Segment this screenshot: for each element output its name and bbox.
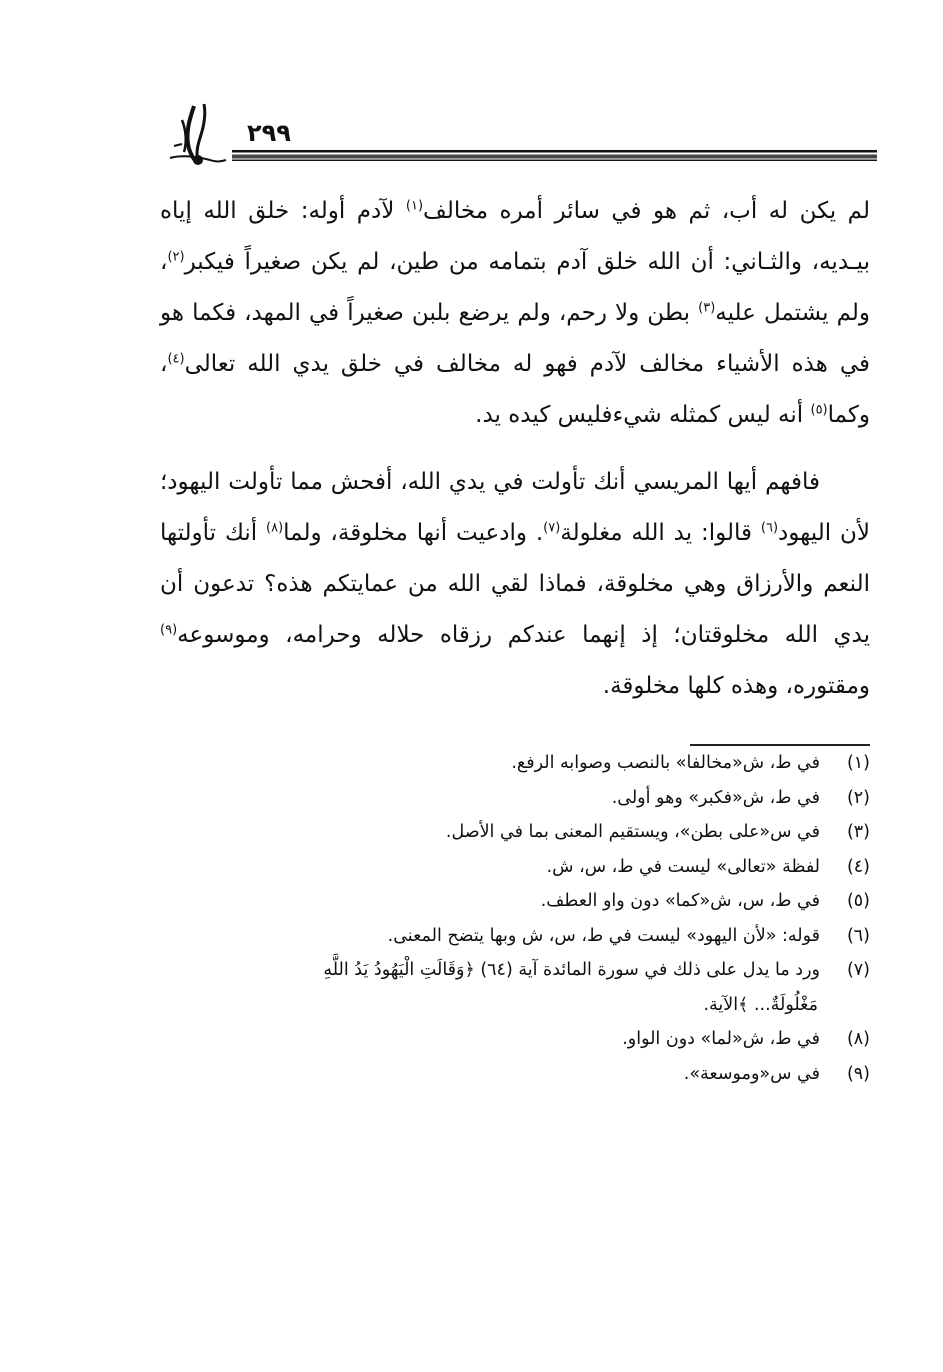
- para2-text-b: قالوا: يد الله مغلولة: [560, 520, 761, 546]
- footnote-4: [160, 850, 870, 885]
- footnote-9: [160, 1057, 870, 1092]
- footnote-text: في س«وموسعة».: [683, 1063, 820, 1084]
- footnote-text: في س«على بطن»، ويستقيم المعنى بما في الأصل.: [445, 822, 820, 842]
- para1-text-e: ، وكما: [160, 351, 870, 428]
- para1-text-f: أنه ليس كمثله شيءفليس كيده يد.: [475, 402, 811, 428]
- footnote-number: (٣): [846, 822, 870, 842]
- footnote-text: في ط، ش«فكبر» وهو أولى.: [611, 787, 820, 808]
- footnote-7-continuation: مَغْلُولَةٌ... ﴾الآية.: [703, 994, 818, 1015]
- footnote-ref-3[interactable]: (٣): [698, 300, 716, 316]
- footnote-ref-1[interactable]: (١): [405, 198, 424, 214]
- footnote-number: (٧): [846, 960, 870, 980]
- footnote-ref-6[interactable]: (٦): [760, 520, 779, 536]
- footnote-text: في ط، س، ش«كما» دون واو العطف.: [540, 891, 820, 911]
- quill-pen-icon: [160, 100, 230, 170]
- footnote-ref-5[interactable]: (٥): [810, 402, 828, 418]
- footnote-text: قوله: «لأن اليهود» ليست في ط، س، ش وبها يتضح المعنى.: [387, 925, 820, 946]
- footnote-3: [160, 815, 870, 850]
- paragraph-2: [160, 457, 870, 712]
- footnotes: [160, 746, 870, 1091]
- para2-text: فافهم أيها المريسي أنك تأولت في يدي الله، أفحش مما تأولت اليهود؛ لأن اليهود: [160, 469, 870, 546]
- footnote-text: في ط، ش«لما» دون الواو.: [622, 1029, 820, 1049]
- footnote-ref-9[interactable]: (٩): [160, 622, 178, 638]
- footnote-text: في ط، ش«مخالفا» بالنصب وصوابه الرفع.: [511, 753, 820, 773]
- footnote-number: (١): [846, 753, 870, 773]
- para1-text-d: بطن ولا رحم، ولم يرضع بلبن صغيراً في المهد، فكما هو في هذه الأشياء مخالف لآدم فهو له مخالف في خلق يدي الله تعالى: [160, 300, 870, 377]
- footnote-ref-7[interactable]: (٧): [543, 520, 561, 536]
- footnote-number: (٩): [846, 1063, 870, 1084]
- footnote-text: ورد ما يدل على ذلك في سورة المائدة آية (٦٤) ﴿وَقَالَتِ الْيَهُودُ يَدُ اللَّهِ: [323, 960, 820, 980]
- footnote-number: (٤): [846, 856, 870, 877]
- footnote-7: [160, 953, 870, 988]
- header-rule: [232, 148, 877, 162]
- footnote-number: (٨): [846, 1029, 870, 1049]
- para2-text-e: ومقتوره، وهذه كلها مخلوقة.: [602, 673, 870, 699]
- footnote-number: (٢): [846, 787, 870, 808]
- paragraph-1: [160, 186, 870, 441]
- para2-text-c: . وادعيت أنها مخلوقة، ولما: [283, 520, 544, 546]
- footnote-number: (٦): [846, 925, 870, 946]
- footnote-ref-8[interactable]: (٨): [266, 520, 284, 536]
- page-number: ٢٩٩: [247, 119, 291, 147]
- footnote-8: [160, 1022, 870, 1057]
- footnote-6: [160, 919, 870, 954]
- footnote-2: [160, 781, 870, 816]
- para1-text-b: لآدم أوله: خلق الله إياه بيـديه، والثـاني: أن الله خلق آدم بتمامه من طين، لم يكن صغيراً فيكبر: [160, 198, 870, 275]
- footnote-ref-2[interactable]: (٢): [167, 249, 185, 265]
- footnote-text: لفظة «تعالى» ليست في ط، س، ش.: [546, 856, 820, 877]
- para1-text-c: ، ولم يشتمل عليه: [160, 249, 870, 326]
- footnote-1: [160, 746, 870, 781]
- footnote-number: (٥): [846, 891, 870, 911]
- para2-text-d: أنك تأولتها النعم والأرزاق وهي مخلوقة، فماذا لقي الله من عمايتكم هذه؟ تدعون أن يدي الله مخلوقتان؛ إذ إنهما عندكم رزقاه حلاله وحرامه، وموسوعه: [160, 520, 870, 648]
- main-text: [160, 186, 870, 712]
- para1-text: لم يكن له أب، ثم هو في سائر أمره مخالف: [423, 198, 870, 224]
- footnote-5: [160, 884, 870, 919]
- footnote-ref-4[interactable]: (٤): [167, 351, 185, 367]
